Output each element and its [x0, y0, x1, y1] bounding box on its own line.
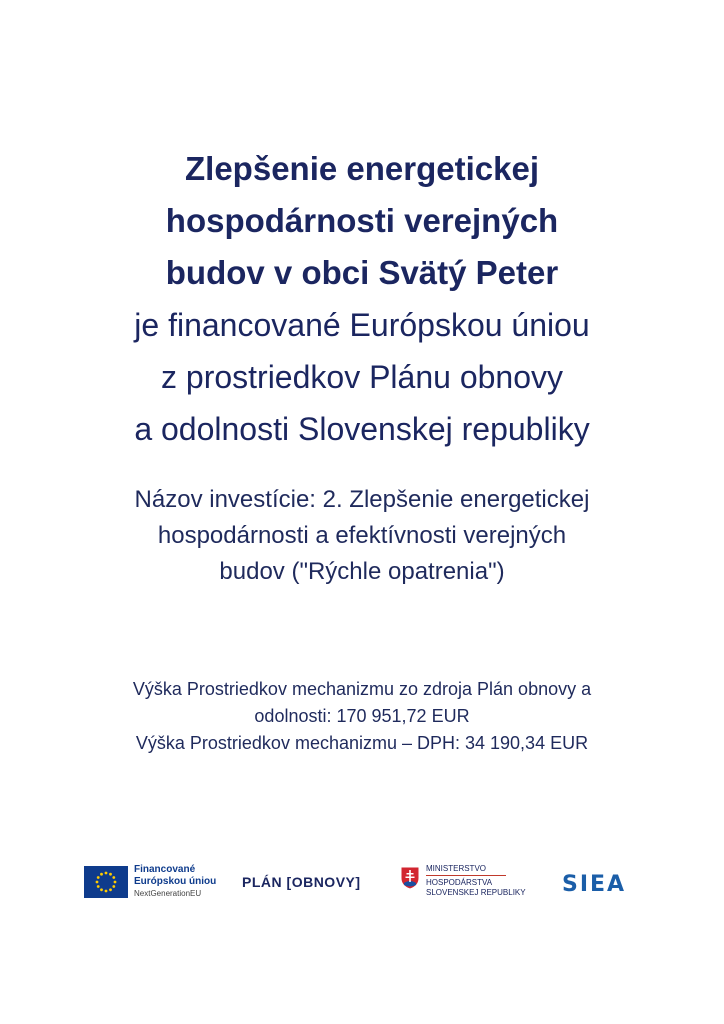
investment-name	[60, 482, 664, 590]
investment-line: Názov investície: 2. Zlepšenie energetickej	[134, 486, 590, 513]
siea-logo: SIEA	[562, 872, 627, 897]
funding-line: Výška Prostriedkov mechanizmu – DPH: 34 190,34 EUR	[135, 733, 589, 753]
footer-logos	[84, 858, 644, 908]
headline-bold-line: budov v obci Svätý Peter	[165, 254, 559, 291]
ministry-logo	[400, 864, 540, 904]
ministry-line1: MINISTERSTVO	[426, 864, 487, 873]
eu-flag-icon	[84, 866, 128, 898]
funding-line: odolnosti: 170 951,72 EUR	[254, 706, 470, 726]
eu-logo-line2: Európskou úniou	[134, 876, 217, 887]
eu-funding-logo	[84, 866, 234, 906]
slovak-coat-of-arms-icon	[400, 866, 420, 890]
headline-regular-line: je financované Európskou úniou	[134, 307, 590, 343]
plan-obnovy-logo	[242, 874, 361, 890]
headline-bold-line: Zlepšenie energetickej	[185, 150, 539, 187]
eu-logo-text	[134, 864, 216, 900]
headline	[40, 143, 684, 455]
investment-line: budov ("Rýchle opatrenia")	[219, 558, 505, 585]
headline-regular-line: a odolnosti Slovenskej republiky	[134, 411, 590, 447]
bracket-close-icon: ]	[355, 874, 361, 890]
headline-regular-line: z prostriedkov Plánu obnovy	[161, 359, 563, 395]
bracket-open-icon: [	[286, 874, 292, 890]
ministry-line3: SLOVENSKEJ REPUBLIKY	[426, 888, 526, 897]
ministry-logo-text	[426, 864, 526, 898]
eu-logo-line3: NextGenerationEU	[134, 889, 202, 898]
plan-word: PLÁN	[242, 874, 283, 890]
ministry-line2: HOSPODÁRSTVA	[426, 878, 493, 887]
eu-logo-line1: Financované	[134, 864, 196, 875]
ministry-divider	[426, 875, 506, 876]
funding-line: Výška Prostriedkov mechanizmu zo zdroja Plán obnovy a	[132, 679, 592, 699]
headline-bold-line: hospodárnosti verejných	[165, 202, 559, 239]
obnovy-word: OBNOVY	[291, 874, 356, 890]
funding-amounts	[50, 676, 674, 757]
investment-line: hospodárnosti a efektívnosti verejných	[157, 522, 567, 549]
